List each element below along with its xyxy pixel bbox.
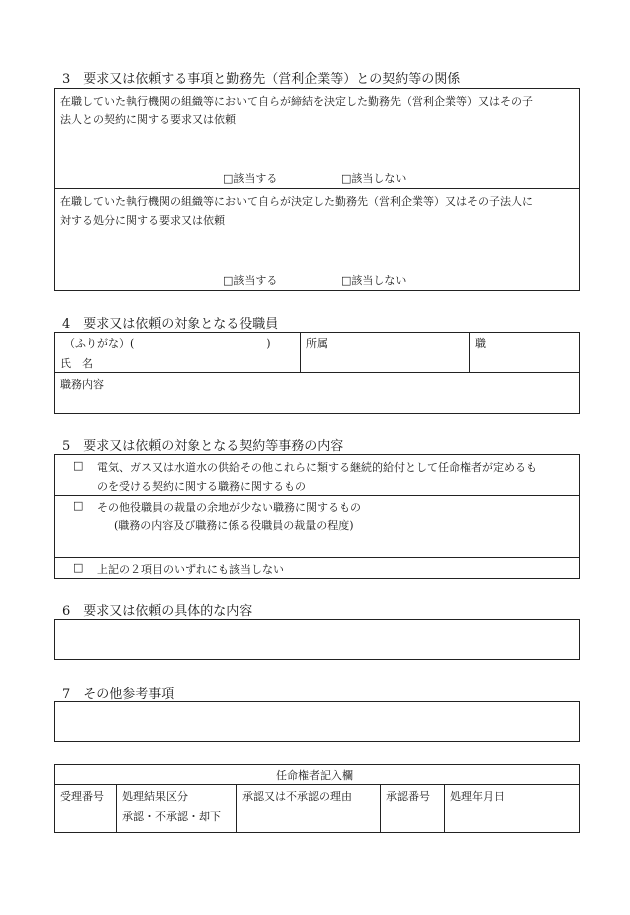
name-label: 氏 名 xyxy=(60,357,93,370)
processing-result-options: 承認・不承認・却下 xyxy=(122,810,221,823)
section-4-col-divider-1 xyxy=(300,332,301,372)
section-5-heading: 5 要求又は依頼の対象となる契約等事務の内容 xyxy=(62,439,344,454)
disposition-not-applies-checkbox[interactable]: □該当しない xyxy=(341,274,407,287)
disposition-request-line-2: 対する処分に関する要求又は依頼 xyxy=(60,214,225,227)
receipt-number-label: 受理番号 xyxy=(60,790,104,803)
appointer-title: 任命権者記入欄 xyxy=(276,769,353,782)
section-7-heading: 7 その他参考事項 xyxy=(62,687,175,702)
approval-reason-label: 承認又は不承認の理由 xyxy=(242,790,352,803)
appointer-col-divider-2 xyxy=(236,784,237,833)
processing-date-label: 処理年月日 xyxy=(450,790,505,803)
section-3-heading: 3 要求又は依頼する事項と勤務先（営利企業等）との契約等の関係 xyxy=(62,72,461,87)
processing-result-label: 処理結果区分 xyxy=(122,790,188,803)
option-3-checkbox[interactable]: □ xyxy=(73,561,84,574)
appointer-title-divider xyxy=(54,784,580,785)
approval-number-label: 承認番号 xyxy=(386,790,430,803)
section-4-heading: 4 要求又は依頼の対象となる役職員 xyxy=(62,317,279,332)
section-4-divider xyxy=(54,372,580,373)
option-2-checkbox[interactable]: □ xyxy=(73,499,84,512)
position-label: 職 xyxy=(475,337,486,350)
appointer-col-divider-4 xyxy=(444,784,445,833)
disposition-applies-checkbox[interactable]: □該当する xyxy=(223,274,278,287)
section-5-divider-1 xyxy=(54,495,580,496)
option-2-text-line-2: (職務の内容及び職務に係る役職員の裁量の程度) xyxy=(114,519,354,532)
appointer-col-divider-3 xyxy=(380,784,381,833)
appointer-col-divider-1 xyxy=(116,784,117,833)
contract-request-line-1: 在職していた執行機関の組織等において自らが締結を決定した勤務先（営利企業等）又はその子 xyxy=(60,95,533,108)
section-5-divider-2 xyxy=(54,557,580,558)
section-3-divider xyxy=(54,188,580,189)
section-6-heading: 6 要求又は依頼の具体的な内容 xyxy=(62,604,253,619)
disposition-request-line-1: 在職していた執行機関の組織等において自らが決定した勤務先（営利企業等）又はその子法人に xyxy=(60,195,533,208)
option-2-text-line-1: その他役職員の裁量の余地が少ない職務に関するもの xyxy=(97,501,361,514)
furigana-field[interactable]: （ふりがな）( ) xyxy=(64,337,271,350)
contract-not-applies-checkbox[interactable]: □該当しない xyxy=(341,172,407,185)
affiliation-label: 所属 xyxy=(306,337,328,350)
option-3-text: 上記の２項目のいずれにも該当しない xyxy=(97,563,284,576)
contract-applies-checkbox[interactable]: □該当する xyxy=(223,172,278,185)
specific-content-field[interactable] xyxy=(54,619,580,660)
duties-label: 職務内容 xyxy=(60,378,104,391)
option-1-text-line-1: 電気、ガス又は水道水の供給その他これらに類する継続的給付として任命権者が定めるも xyxy=(97,461,537,474)
reference-notes-field[interactable] xyxy=(54,701,580,742)
option-1-checkbox[interactable]: □ xyxy=(73,459,84,472)
option-1-text-line-2: のを受ける契約に関する職務に関するもの xyxy=(97,480,306,493)
contract-request-line-2: 法人との契約に関する要求又は依頼 xyxy=(60,113,236,126)
section-4-col-divider-2 xyxy=(469,332,470,372)
